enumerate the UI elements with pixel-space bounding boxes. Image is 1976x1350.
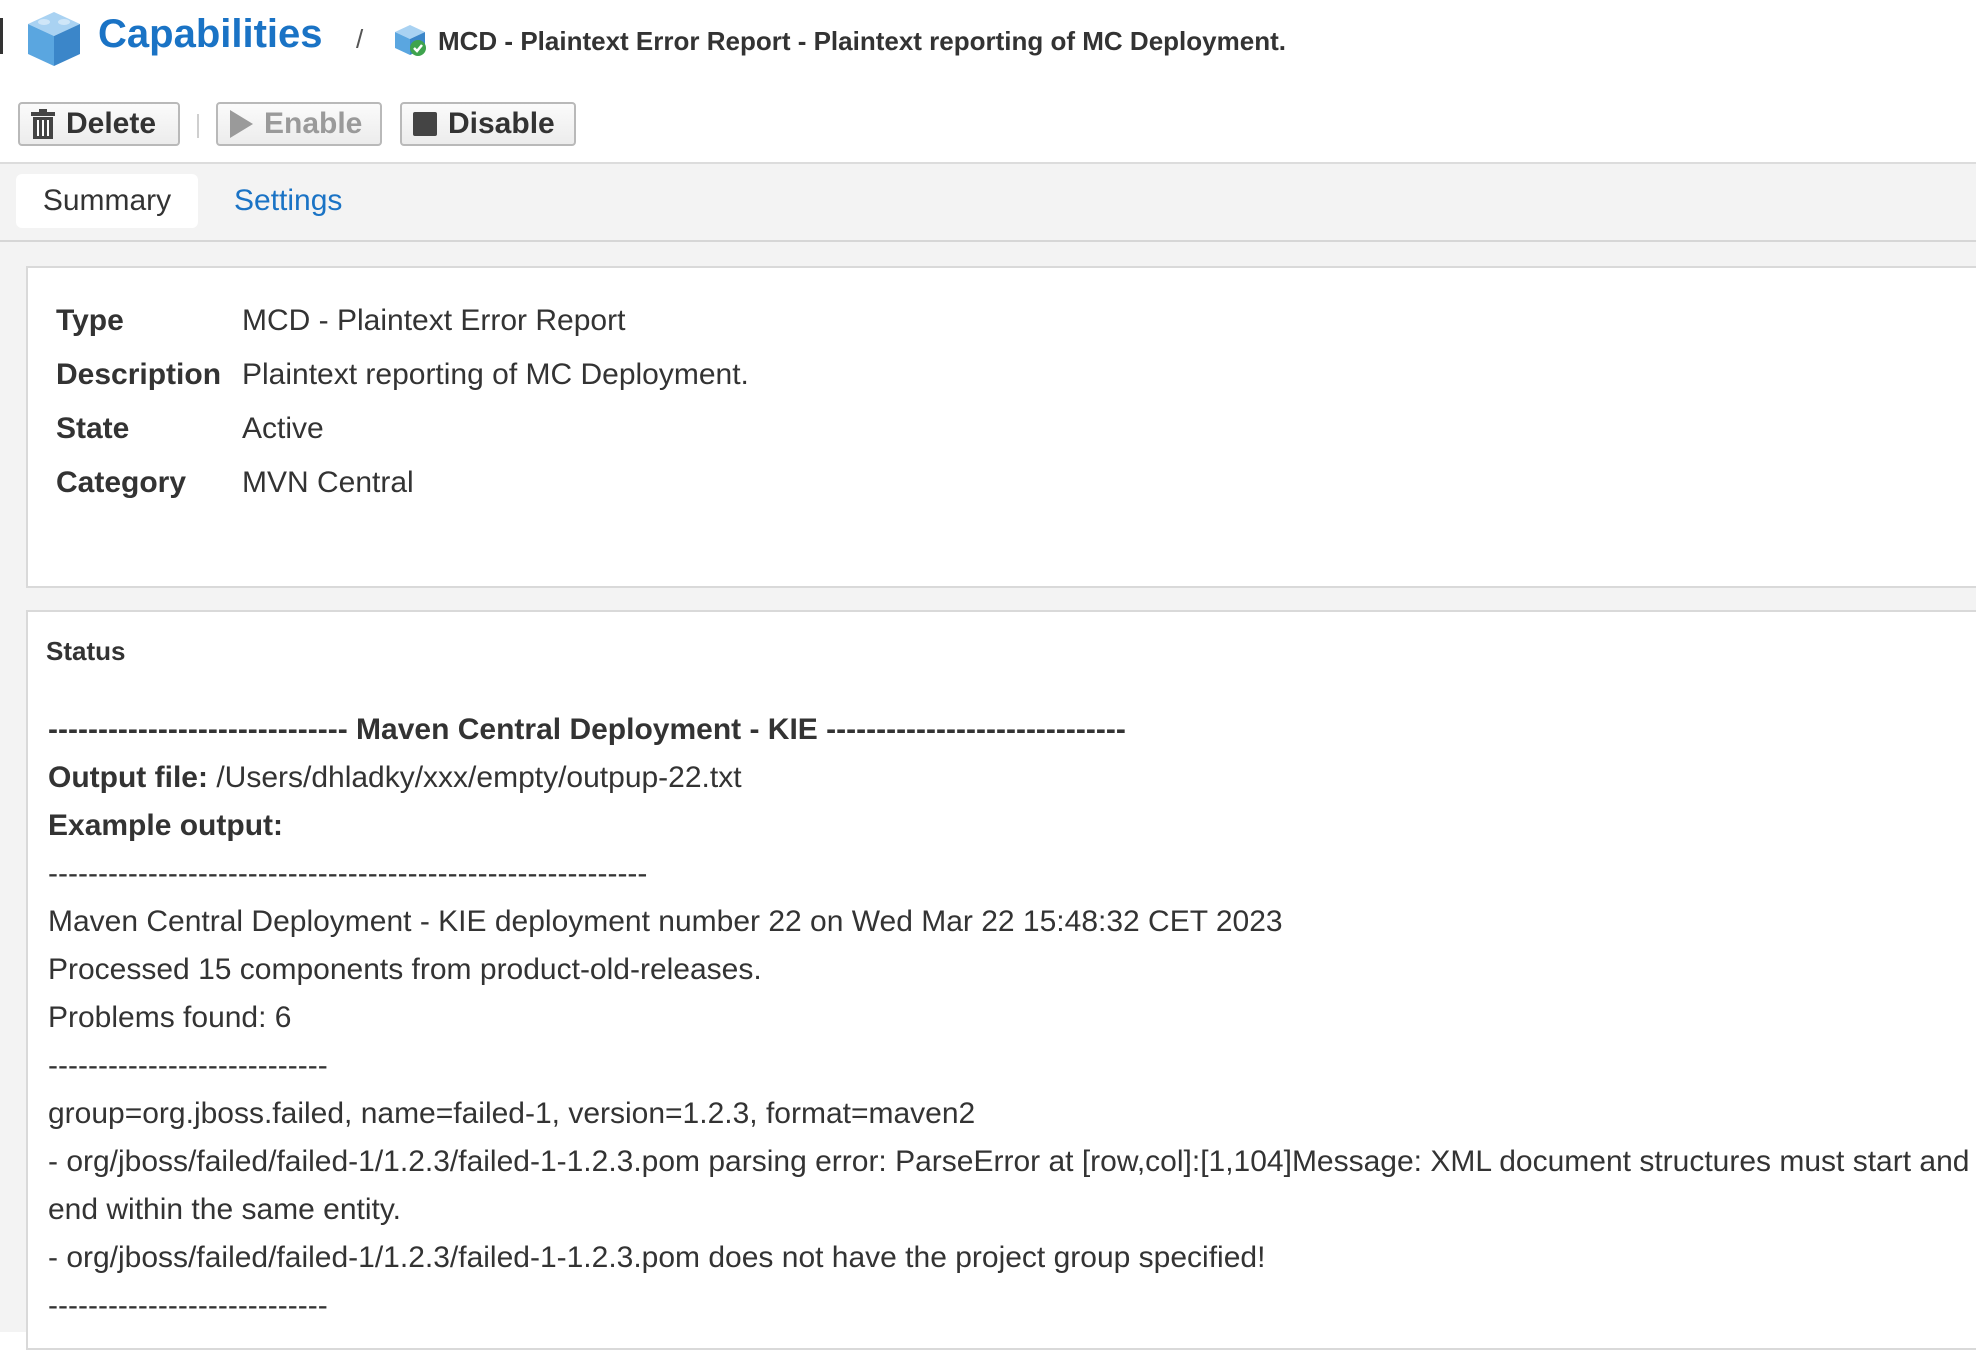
summary-value: Active	[242, 412, 324, 445]
processed-line: Processed 15 components from product-old-releases.	[48, 953, 762, 986]
status-heading: ------------------------------ Maven Central Deployment - KIE ------------------------------	[48, 713, 1126, 746]
breadcrumb-separator: /	[356, 24, 364, 54]
breadcrumb	[0, 0, 1976, 86]
summary-value: MVN Central	[242, 466, 414, 499]
delete-button-label: Delete	[66, 107, 157, 140]
summary-key: Description	[56, 358, 222, 391]
breadcrumb-capabilities-link[interactable]: Capabilities	[98, 12, 323, 56]
disable-button[interactable]	[400, 102, 576, 146]
status-title: Status	[46, 636, 126, 666]
toolbar	[0, 90, 1976, 164]
disable-button-label: Disable	[448, 107, 555, 140]
deployment-line: Maven Central Deployment - KIE deployment number 22 on Wed Mar 22 15:48:32 CET 2023	[48, 905, 1283, 938]
problems-line: Problems found: 6	[48, 1001, 292, 1034]
separator-line: ----------------------------	[48, 1289, 328, 1322]
breadcrumb-current-page: MCD - Plaintext Error Report - Plaintext reporting of MC Deployment.	[438, 26, 1286, 56]
toolbar-divider	[197, 114, 199, 138]
status-panel	[26, 610, 1976, 1350]
trash-icon	[30, 109, 56, 139]
play-icon	[228, 109, 254, 139]
group-line: group=org.jboss.failed, name=failed-1, version=1.2.3, format=maven2	[48, 1097, 976, 1130]
tab-settings[interactable]: Settings	[234, 184, 343, 217]
tab-summary[interactable]: Summary	[16, 174, 198, 228]
error-line: - org/jboss/failed/failed-1/1.2.3/failed-1-1.2.3.pom does not have the project group specified!	[48, 1241, 1266, 1274]
separator-line: ------------------------------------------------------------	[48, 857, 648, 890]
enable-button-label: Enable	[264, 107, 363, 140]
separator-line: ----------------------------	[48, 1049, 328, 1082]
example-output-label: Example output:	[48, 809, 284, 842]
summary-key: Category	[56, 466, 187, 499]
output-file-label: Output file:	[48, 761, 208, 794]
tab-bar	[0, 164, 1976, 242]
error-line: - org/jboss/failed/failed-1/1.2.3/failed-1-1.2.3.pom parsing error: ParseError at [row,col]:[1,104]Message: XML document structures must start and end within the same entity.	[48, 1145, 1970, 1226]
output-file-line	[48, 754, 1976, 802]
cube-icon	[22, 6, 86, 70]
summary-value: MCD - Plaintext Error Report	[242, 304, 626, 337]
summary-value: Plaintext reporting of MC Deployment.	[242, 358, 749, 391]
status-report	[48, 706, 1976, 1330]
delete-button[interactable]	[18, 102, 180, 146]
summary-key: State	[56, 412, 130, 445]
enable-button[interactable]	[216, 102, 382, 146]
output-file-value: /Users/dhladky/xxx/empty/outpup-22.txt	[216, 761, 742, 794]
summary-key: Type	[56, 304, 124, 337]
stop-icon	[412, 111, 438, 137]
capability-cube-icon	[392, 22, 428, 58]
summary-panel	[26, 266, 1976, 588]
